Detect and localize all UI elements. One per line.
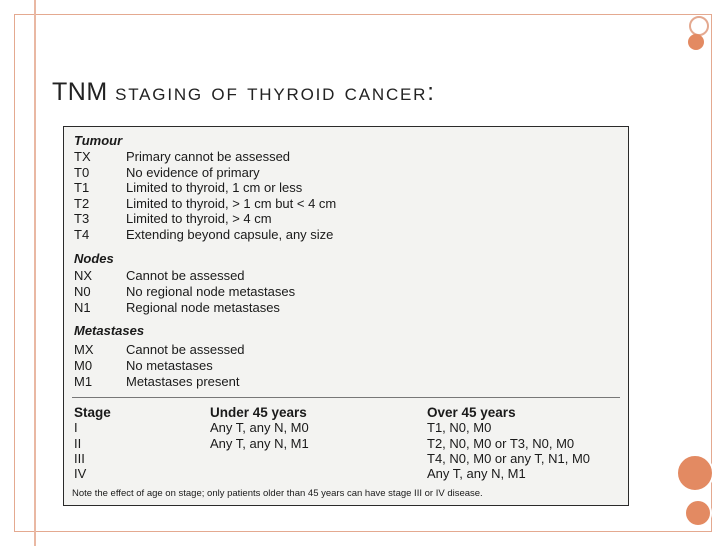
stage-label: IV — [74, 466, 87, 482]
row-desc: Limited to thyroid, > 4 cm — [126, 211, 272, 226]
decor-circle-filled — [688, 34, 704, 50]
tnm-table-image — [63, 126, 629, 506]
section-divider — [72, 397, 620, 398]
decor-circle-large — [676, 454, 714, 492]
row-code: T0 — [74, 164, 90, 180]
table-row — [74, 227, 333, 242]
over-45-value: T4, N0, M0 or any T, N1, M0 — [427, 450, 591, 466]
row-code: NX — [74, 268, 93, 283]
row-code: M1 — [74, 374, 93, 389]
row-code: T3 — [74, 211, 90, 226]
stage-heading: Stage — [74, 405, 111, 420]
table-row — [74, 358, 213, 373]
footnote: Note the effect of age on stage; only patients older than 45 years can have stage III or IV disease. — [72, 488, 483, 499]
row-desc: No regional node metastases — [126, 284, 296, 299]
row-desc: Limited to thyroid, > 1 cm but < 4 cm — [126, 195, 337, 211]
over-45-heading: Over 45 years — [427, 405, 516, 420]
row-code: TX — [74, 149, 91, 164]
decor-circle-outline — [689, 16, 709, 36]
table-row — [74, 300, 280, 315]
row-desc: Cannot be assessed — [126, 268, 245, 283]
row-desc: Primary cannot be assessed — [126, 149, 291, 164]
row-code: T2 — [74, 195, 90, 211]
slide-title — [52, 78, 436, 107]
stage-column — [74, 405, 111, 481]
table-row — [74, 180, 302, 195]
stage-label: III — [74, 450, 85, 466]
stage-label: II — [74, 435, 82, 451]
row-code: M0 — [74, 358, 93, 373]
row-desc: Extending beyond capsule, any size — [126, 226, 334, 242]
row-desc: No evidence of primary — [126, 164, 260, 180]
left-margin-rule — [34, 0, 36, 546]
under-45-heading: Under 45 years — [210, 405, 307, 420]
table-row — [74, 149, 290, 164]
over-45-value: T1, N0, M0 — [427, 420, 492, 436]
over-45-value: T2, N0, M0 or T3, N0, M0 — [427, 435, 575, 451]
row-desc: Metastases present — [126, 374, 240, 389]
under-45-value: Any T, any N, M0 — [210, 420, 309, 436]
row-code: N1 — [74, 300, 91, 315]
table-row — [74, 196, 336, 211]
nodes-heading: Nodes — [74, 251, 114, 266]
metastases-heading: Metastases — [74, 323, 145, 338]
row-code: N0 — [74, 284, 91, 299]
over-45-value: Any T, any N, M1 — [427, 466, 526, 482]
row-desc: Limited to thyroid, 1 cm or less — [126, 180, 303, 195]
table-row — [74, 284, 295, 299]
under-45-column — [210, 405, 309, 451]
title-rest: staging of thyroid cancer: — [115, 79, 436, 106]
row-desc: Regional node metastases — [126, 300, 280, 315]
decor-circle-small — [684, 499, 712, 527]
row-desc: No metastases — [126, 358, 213, 373]
under-45-value: Any T, any N, M1 — [210, 435, 309, 451]
row-code: T4 — [74, 226, 90, 242]
row-code: T1 — [74, 180, 90, 195]
table-row — [74, 374, 239, 389]
table-row — [74, 211, 272, 226]
stage-label: I — [74, 420, 78, 436]
row-code: MX — [74, 342, 94, 357]
tumour-heading: Tumour — [74, 133, 123, 148]
row-desc: Cannot be assessed — [126, 342, 245, 357]
table-row — [74, 165, 260, 180]
over-45-column — [427, 405, 590, 481]
table-row — [74, 268, 245, 283]
table-row — [74, 342, 245, 357]
title-main: TNM — [52, 78, 108, 106]
